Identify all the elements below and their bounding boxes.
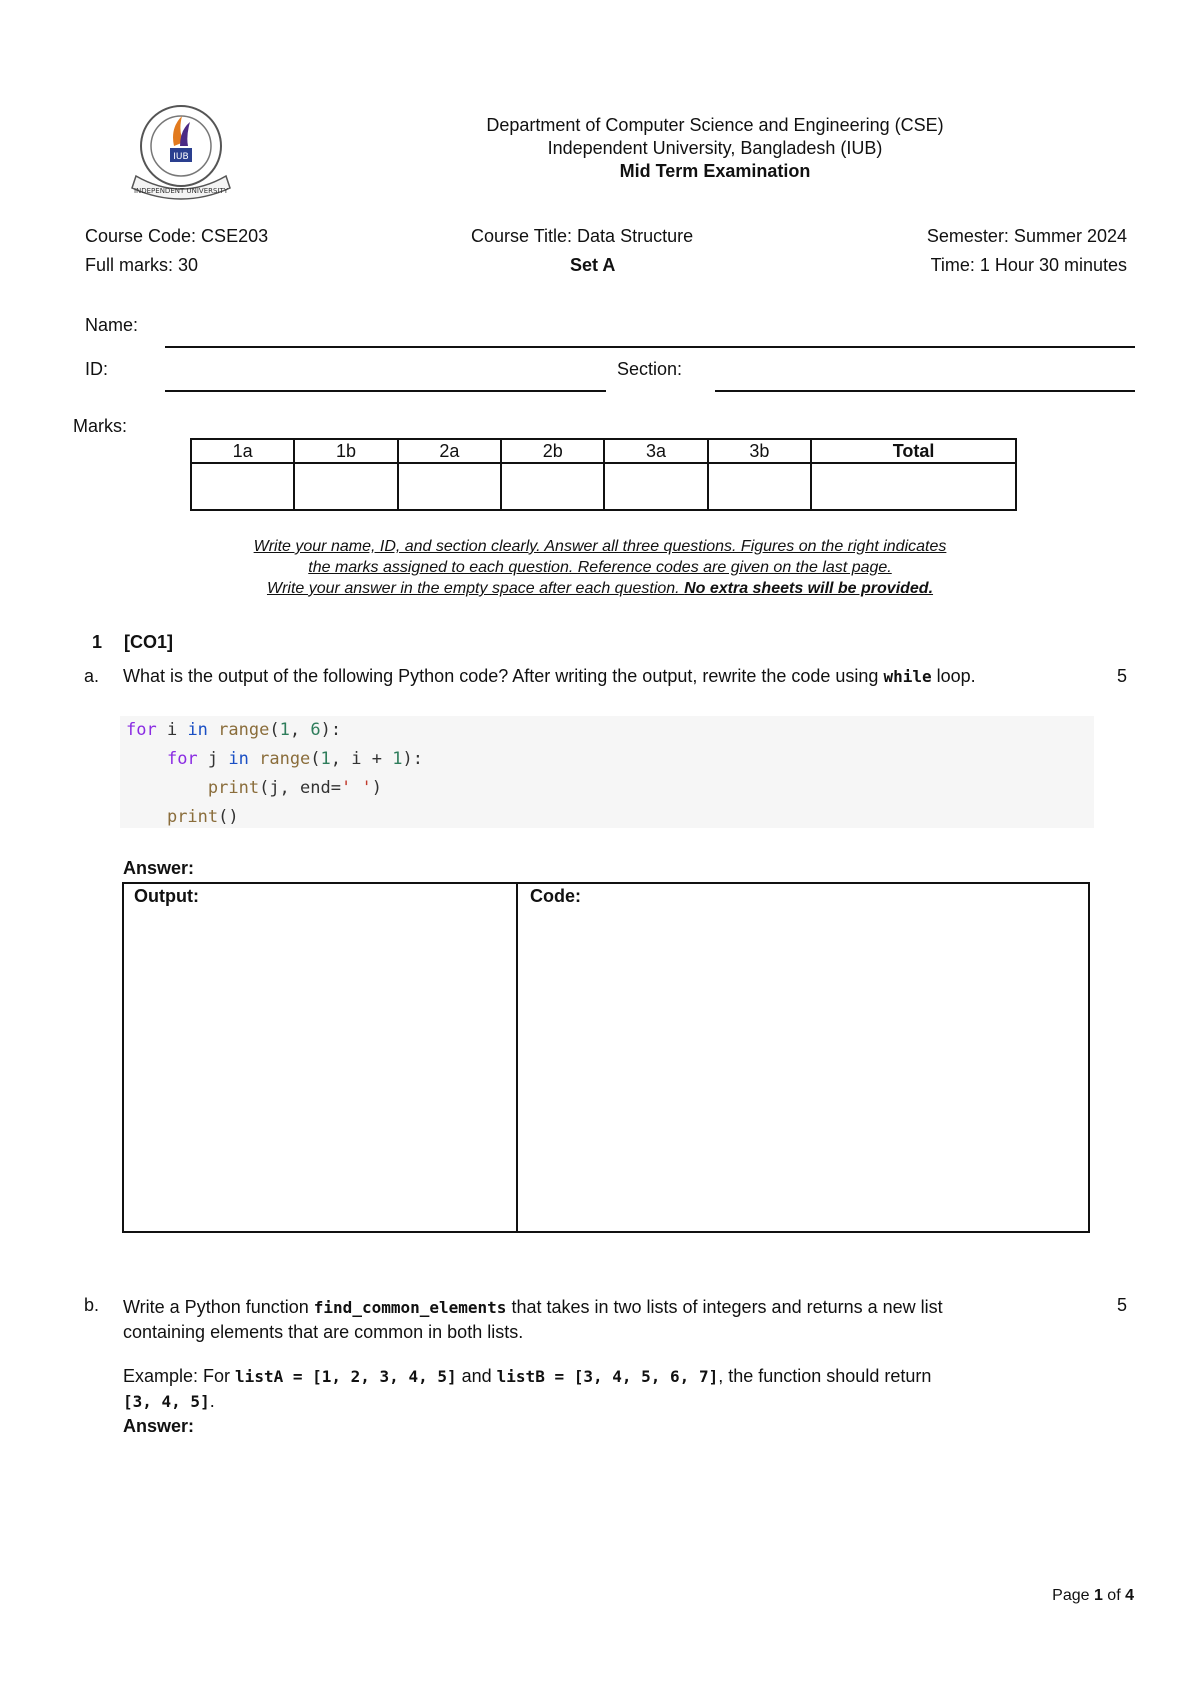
q1b-example	[123, 1364, 1083, 1439]
code-token: (j, end=	[259, 778, 341, 798]
logo-text: IUB	[173, 152, 189, 162]
marks-header-1a: 1a	[191, 439, 294, 463]
code-token: 1	[320, 749, 331, 769]
code-token: ):	[320, 720, 342, 740]
q1b-example-line-2	[123, 1389, 1083, 1414]
instruction-line-1: Write your name, ID, and section clearly. Answer all three questions. Figures on the right indicates	[253, 538, 947, 555]
marks-header-3a: 3a	[604, 439, 707, 463]
q1a-letter: a.	[84, 666, 100, 686]
exam-header	[300, 114, 1130, 183]
code-token: range	[248, 749, 311, 769]
code-label: Code:	[530, 886, 581, 906]
q1b-example-prefix: Example: For	[123, 1366, 236, 1386]
q1a-marks: 5	[1116, 666, 1127, 686]
q1b-line-2: containing elements that are common in both lists.	[123, 1322, 524, 1342]
instruction-warning: No extra sheets will be provided.	[684, 580, 934, 597]
department-name: Department of Computer Science and Engineering (CSE)	[486, 115, 944, 135]
course-title: Course Title: Data Structure	[471, 226, 694, 246]
exam-title: Mid Term Examination	[619, 161, 811, 181]
page-total: 4	[1125, 1587, 1134, 1604]
marks-cell[interactable]	[398, 463, 501, 510]
q1b-example-suffix: , the function should return	[718, 1366, 932, 1386]
marks-cell[interactable]	[501, 463, 604, 510]
code-token: j	[197, 749, 229, 769]
page-number	[1052, 1587, 1134, 1605]
marks-cell[interactable]	[294, 463, 397, 510]
code-token	[126, 778, 208, 798]
id-label: ID:	[85, 359, 109, 379]
question-number: 1	[92, 632, 103, 652]
marks-header-total: Total	[811, 439, 1016, 463]
q1a-text: What is the output of the following Python code? After writing the output, rewrite the code using	[123, 666, 884, 686]
name-label: Name:	[85, 315, 139, 335]
q1b-function-name: find_common_elements	[313, 1298, 507, 1317]
marks-cell[interactable]	[604, 463, 707, 510]
marks-cell[interactable]	[191, 463, 294, 510]
code-token: ):	[402, 749, 423, 769]
output-answer-box[interactable]	[122, 882, 518, 1233]
q1a-keyword: while	[883, 667, 932, 686]
code-token: print	[207, 778, 260, 798]
q1b-line-1	[123, 1295, 1063, 1320]
q1a-text-end: loop.	[931, 666, 976, 686]
q1b-letter: b.	[84, 1295, 100, 1315]
marks-header-1b: 1b	[294, 439, 397, 463]
q1b-text-end: that takes in two lists of integers and returns a new list	[506, 1297, 943, 1317]
q1b-example-and: and	[456, 1366, 497, 1386]
code-token: (	[310, 749, 321, 769]
code-token	[126, 807, 167, 827]
question-co: [CO1]	[124, 632, 173, 652]
q1b-text: Write a Python function	[123, 1297, 314, 1317]
code-block	[120, 716, 1094, 828]
section-label: Section:	[617, 359, 683, 379]
semester: Semester: Summer 2024	[926, 226, 1127, 246]
code-answer-box[interactable]	[516, 882, 1090, 1233]
q1b-list-b: listB = [3, 4, 5, 6, 7]	[496, 1367, 719, 1386]
id-line[interactable]	[165, 390, 606, 392]
code-token: , i +	[330, 749, 393, 769]
q1b-result-end: .	[209, 1391, 215, 1411]
logo-ring-text: INDEPENDENT UNIVERSITY	[133, 187, 229, 195]
marks-table	[190, 438, 1017, 511]
code-token: for	[126, 720, 157, 740]
marks-cell[interactable]	[708, 463, 811, 510]
marks-header-2a: 2a	[398, 439, 501, 463]
instruction-line-3	[120, 578, 1080, 599]
code-token: 6	[310, 720, 321, 740]
name-line[interactable]	[165, 346, 1135, 348]
instructions	[120, 536, 1080, 599]
university-logo	[118, 98, 244, 202]
code-token: i	[156, 720, 188, 740]
code-token: 1	[279, 720, 290, 740]
q1a-prompt	[123, 666, 1103, 687]
full-marks: Full marks: 30	[85, 255, 199, 275]
course-code: Course Code: CSE203	[85, 226, 269, 246]
q1b-result: [3, 4, 5]	[123, 1392, 210, 1411]
q1b-example-line-1	[123, 1364, 1083, 1389]
code-token: in	[187, 720, 208, 740]
instruction-line-3-text: Write your answer in the empty space after each question.	[266, 580, 685, 597]
instruction-line-2: the marks assigned to each question. Reference codes are given on the last page.	[308, 559, 892, 576]
page-prefix: Page	[1052, 1587, 1094, 1604]
section-line[interactable]	[715, 390, 1135, 392]
set-label: Set A	[570, 255, 616, 275]
q1b-answer-label: Answer:	[123, 1416, 195, 1436]
code-token: ' '	[340, 778, 372, 798]
code-token	[126, 749, 167, 769]
university-name: Independent University, Bangladesh (IUB)	[547, 138, 883, 158]
page-of: of	[1102, 1587, 1126, 1604]
code-token: )	[371, 778, 382, 798]
marks-cell-total[interactable]	[811, 463, 1016, 510]
marks-header-2b: 2b	[501, 439, 604, 463]
page-current: 1	[1093, 1587, 1103, 1604]
code-token: in	[228, 749, 249, 769]
marks-label: Marks:	[73, 416, 127, 436]
code-token: print	[166, 807, 219, 827]
code-token: ()	[218, 807, 239, 827]
marks-header-3b: 3b	[708, 439, 811, 463]
code-token: ,	[289, 720, 311, 740]
code-token: for	[166, 749, 198, 769]
q1a-answer-label: Answer:	[123, 858, 195, 878]
output-label: Output:	[134, 886, 199, 906]
code-token: 1	[392, 749, 403, 769]
q1b-prompt	[123, 1295, 1063, 1345]
code-token: (	[269, 720, 280, 740]
exam-time: Time: 1 Hour 30 minutes	[930, 255, 1127, 275]
q1b-marks: 5	[1116, 1295, 1127, 1315]
code-token: range	[207, 720, 270, 740]
q1b-list-a: listA = [1, 2, 3, 4, 5]	[235, 1367, 457, 1386]
